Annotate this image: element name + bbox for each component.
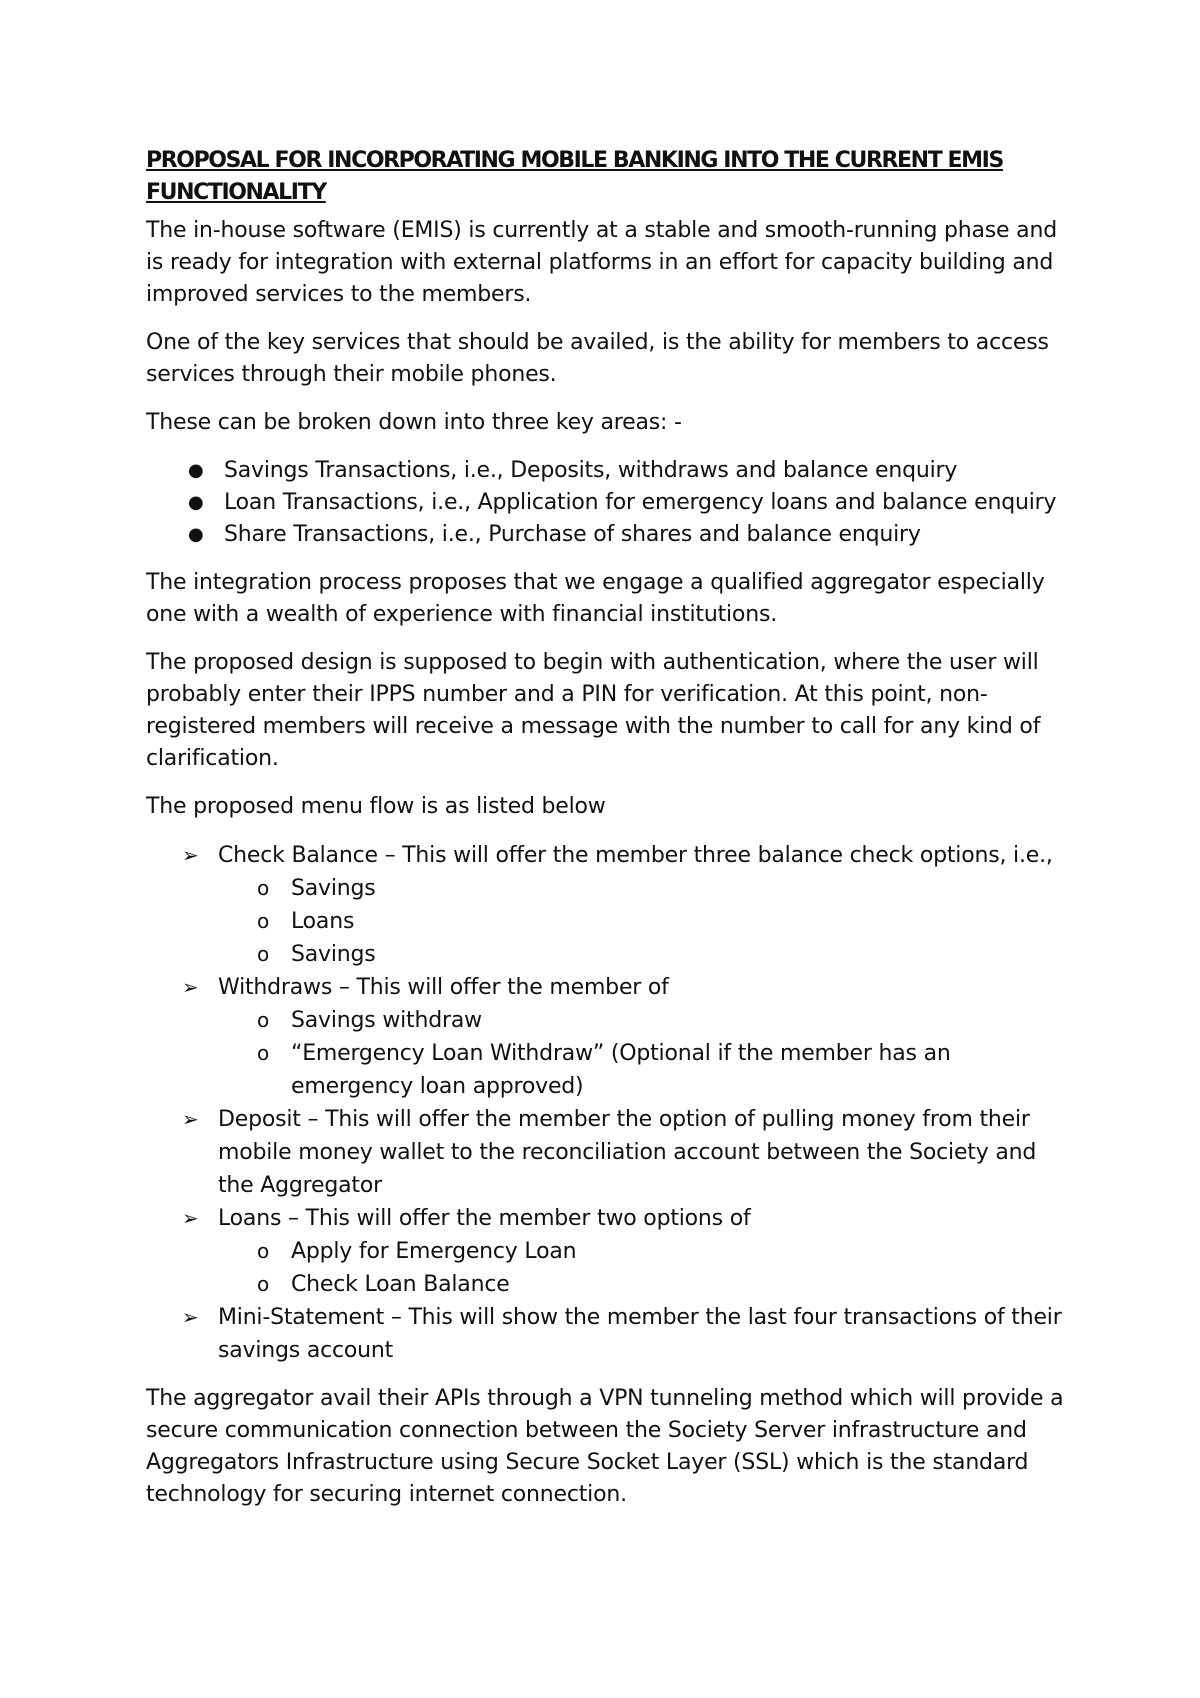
closing-paragraph: The aggregator avail their APIs through a VPN tunneling method which will provide a secure communication connection between the Society Server infrastructure and Aggregators Infrastructure using Secure Socket Layer (SSL) which is the standard technology for securing internet connection.: [146, 1386, 1064, 1507]
menu-flow-label: Check Balance – This will offer the member three balance check options, i.e.,: [218, 843, 1053, 868]
body-paragraph: The proposed design is supposed to begin with authentication, where the user will probably enter their IPPS number and a PIN for verification. At this point, non-registered members will receive a message with the number to call for any kind of clarification.: [146, 650, 1041, 771]
menu-options-list: [218, 872, 1076, 971]
menu-option: [146, 872, 1076, 905]
menu-option-text: Savings: [291, 876, 376, 901]
circle-bullet-icon: o: [257, 909, 270, 933]
list-item: [146, 487, 1076, 519]
menu-option-text: Savings withdraw: [291, 1008, 482, 1033]
menu-flow-item: [146, 1301, 1076, 1367]
intro-paragraph: These can be broken down into three key areas: -: [146, 410, 682, 435]
arrow-bullet-icon: ➢: [182, 843, 199, 867]
menu-flow-label: Withdraws – This will offer the member of: [218, 975, 669, 1000]
circle-bullet-icon: o: [257, 1272, 270, 1296]
body-paragraph: The proposed menu flow is as listed below: [146, 794, 606, 819]
menu-option: [146, 938, 1076, 971]
menu-option: [146, 905, 1076, 938]
menu-flow-item: [146, 1103, 1076, 1202]
circle-bullet-icon: o: [257, 1239, 270, 1263]
menu-flow-item: [146, 971, 1076, 1103]
circle-bullet-icon: o: [257, 876, 270, 900]
list-item: [146, 519, 1076, 551]
circle-bullet-icon: o: [257, 942, 270, 966]
arrow-bullet-icon: ➢: [182, 1206, 199, 1230]
bullet-icon: ●: [188, 460, 204, 481]
circle-bullet-icon: o: [257, 1008, 270, 1032]
arrow-bullet-icon: ➢: [182, 1107, 199, 1131]
menu-flow-label: Deposit – This will offer the member the option of pulling money from their mobile money wallet to the reconciliation account between the Society and the Aggregator: [218, 1107, 1037, 1198]
document-title: PROPOSAL FOR INCORPORATING MOBILE BANKING INTO THE CURRENT EMIS FUNCTIONALITY: [146, 148, 1003, 205]
intro-paragraph: The in-house software (EMIS) is currently at a stable and smooth-running phase and is ready for integration with external platforms in an effort for capacity building and improved services to the members.: [146, 218, 1057, 307]
menu-option-text: Savings: [291, 942, 376, 967]
menu-flow-label: Loans – This will offer the member two options of: [218, 1206, 751, 1231]
list-item-text: Loan Transactions, i.e., Application for emergency loans and balance enquiry: [224, 490, 1057, 515]
body-paragraph: The integration process proposes that we engage a qualified aggregator especially one with a wealth of experience with financial institutions.: [146, 570, 1045, 627]
menu-option-text: Check Loan Balance: [291, 1272, 510, 1297]
list-item-text: Share Transactions, i.e., Purchase of shares and balance enquiry: [224, 522, 921, 547]
menu-options-list: [218, 1235, 1076, 1301]
key-areas-list: [146, 455, 1076, 551]
menu-flow-item: [146, 1202, 1076, 1301]
menu-flow-list: [146, 839, 1076, 1367]
menu-options-list: [218, 1004, 1076, 1103]
bullet-icon: ●: [188, 492, 204, 513]
intro-paragraph: One of the key services that should be availed, is the ability for members to access services through their mobile phones.: [146, 330, 1049, 387]
menu-option: [146, 1004, 1076, 1037]
menu-option-text: Loans: [291, 909, 355, 934]
menu-option: [146, 1235, 1076, 1268]
arrow-bullet-icon: ➢: [182, 1305, 199, 1329]
circle-bullet-icon: o: [257, 1041, 270, 1065]
menu-option: [146, 1268, 1076, 1301]
bullet-icon: ●: [188, 524, 204, 545]
arrow-bullet-icon: ➢: [182, 975, 199, 999]
list-item-text: Savings Transactions, i.e., Deposits, withdraws and balance enquiry: [224, 458, 958, 483]
document-page: [146, 145, 1076, 1527]
menu-flow-label: Mini-Statement – This will show the member the last four transactions of their savings account: [218, 1305, 1062, 1363]
menu-option-text: “Emergency Loan Withdraw” (Optional if the member has an emergency loan approved): [291, 1041, 951, 1099]
menu-option: [146, 1037, 1076, 1103]
list-item: [146, 455, 1076, 487]
menu-flow-item: [146, 839, 1076, 971]
menu-option-text: Apply for Emergency Loan: [291, 1239, 577, 1264]
